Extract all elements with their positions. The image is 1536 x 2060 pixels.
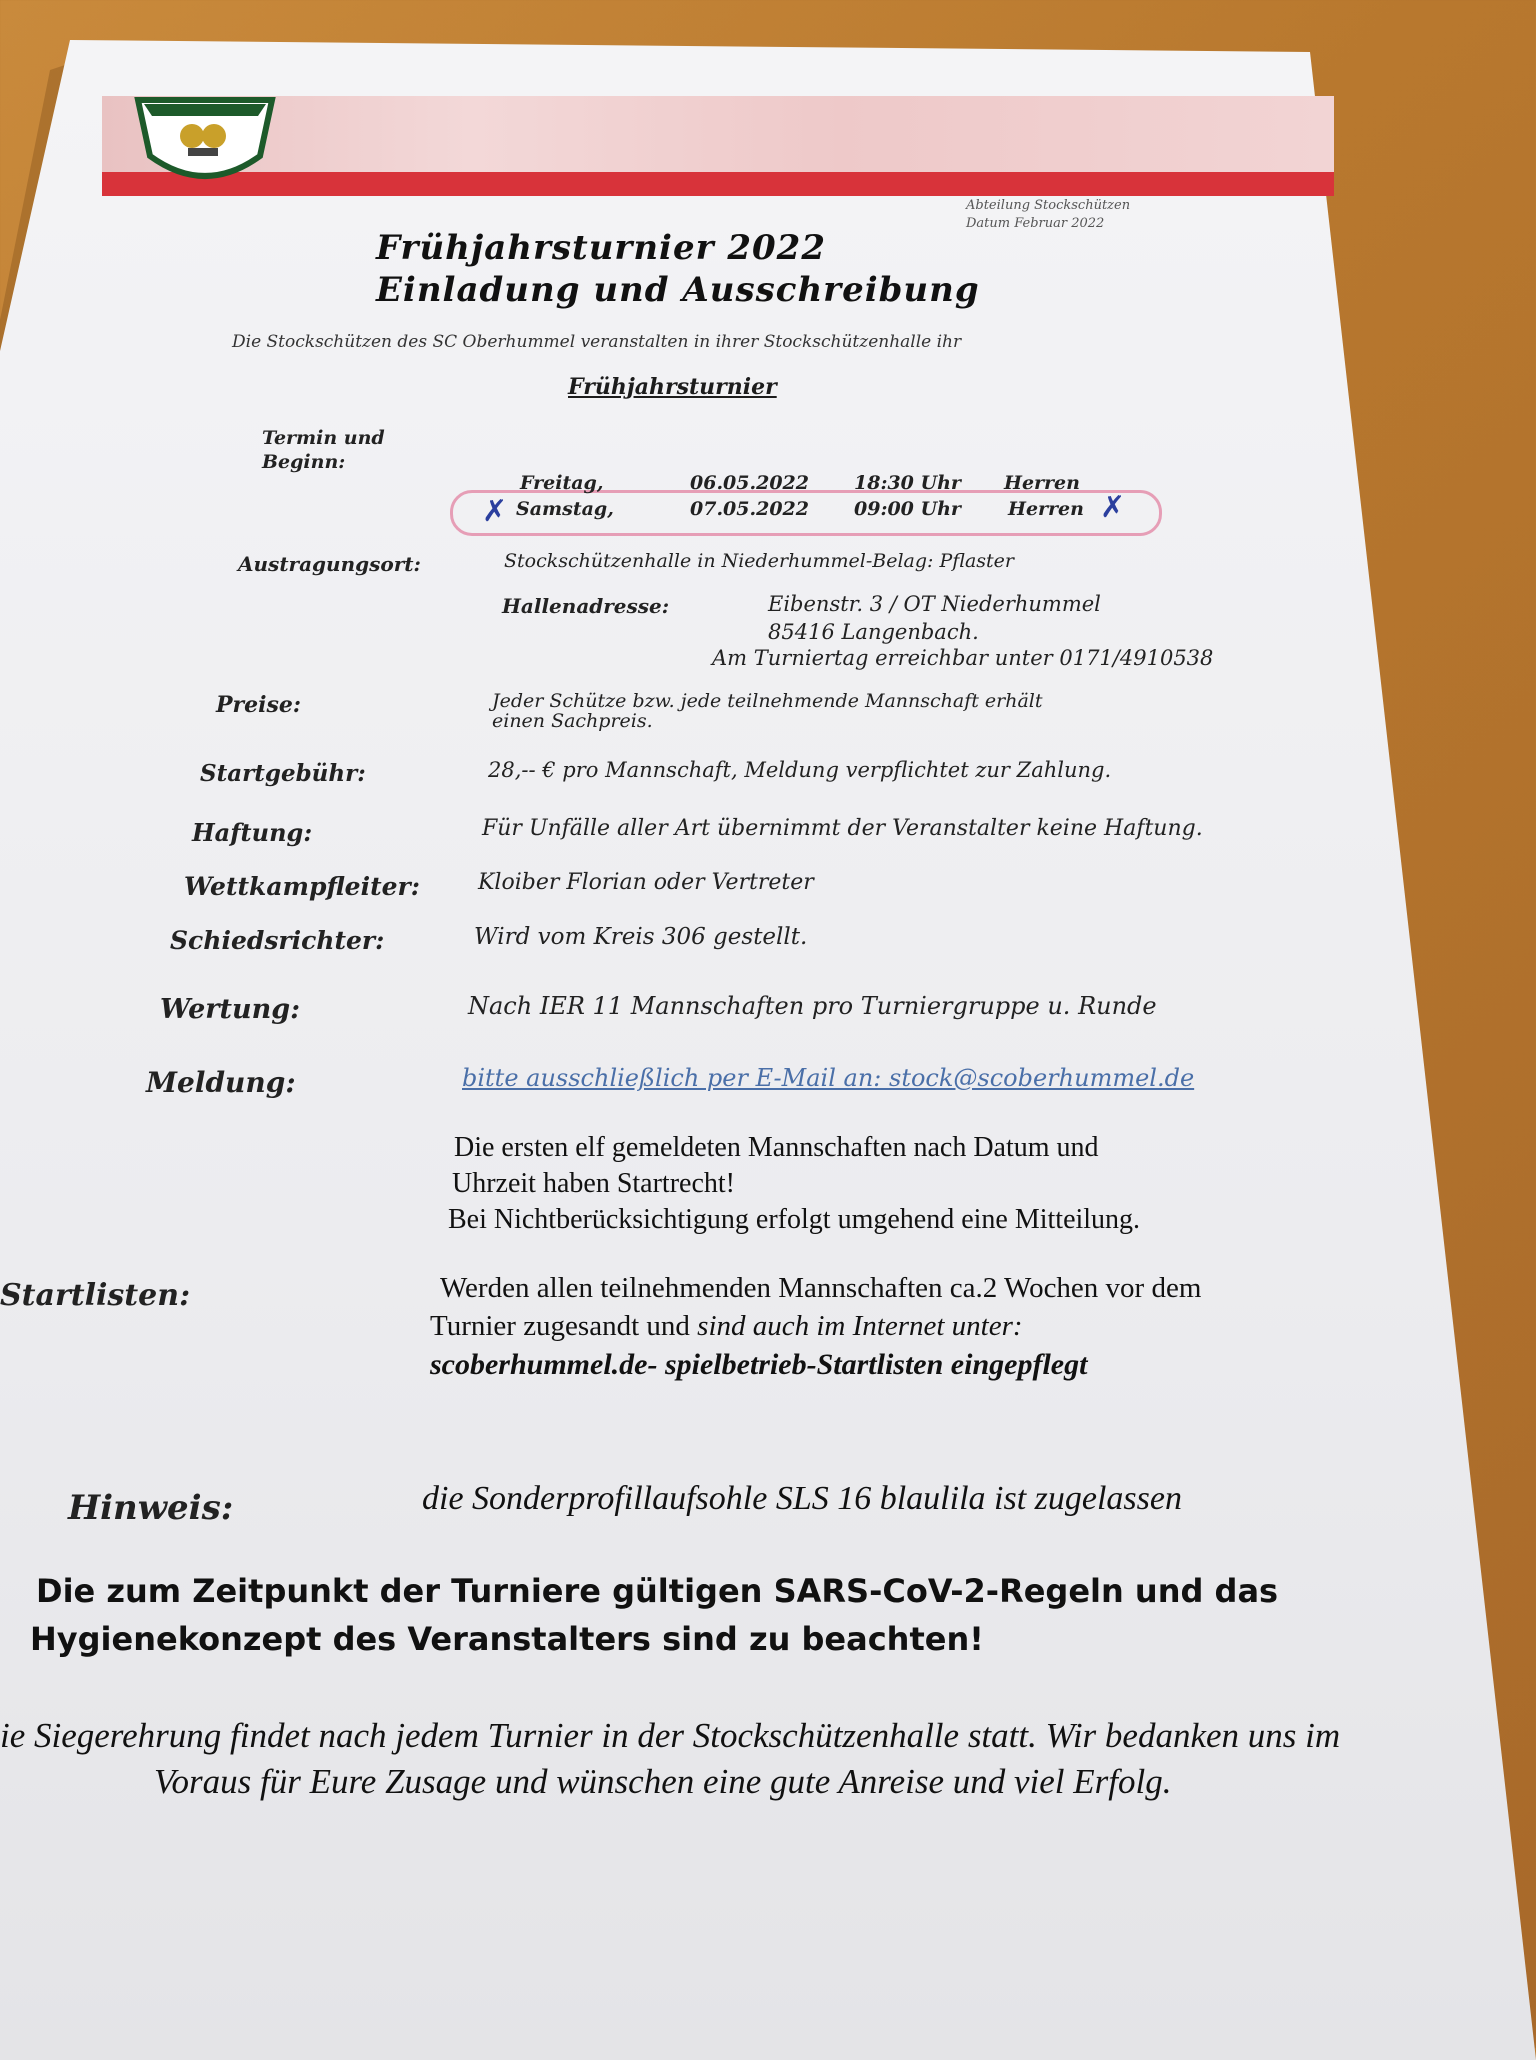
startlists-line-2 (430, 1310, 1023, 1343)
startlists-line-1: Werden allen teilnehmenden Mannschaften ca.2 Wochen vor dem (440, 1272, 1202, 1304)
cross-mark-icon: ✗ (482, 494, 508, 529)
schedule-day-2: Samstag, (516, 498, 614, 520)
phone-line: Am Turniertag erreichbar unter 0171/4910538 (712, 646, 1214, 670)
liability-label: Haftung: (192, 818, 313, 847)
schedule-date-1: 06.05.2022 (690, 472, 809, 494)
hint-value: die Sonderprofillaufsohle SLS 16 blaulila ist zugelassen (422, 1480, 1182, 1517)
scoring-value: Nach IER 11 Mannschaften pro Turniergruppe u. Runde (468, 992, 1157, 1020)
hint-label: Hinweis: (68, 1488, 234, 1528)
startlists-line-3: scoberhummel.de- spielbetrieb-Startlisten eingepflegt (430, 1348, 1088, 1381)
startlists-line-2a: Turnier zugesandt und (430, 1310, 698, 1342)
department-line: Abteilung Stockschützen (966, 198, 1131, 213)
schedule-group-1: Herren (1004, 472, 1080, 494)
prizes-value-2: einen Sachpreis. (492, 710, 653, 732)
registration-note-1: Die ersten elf gemeldeten Mannschaften nach Datum und (454, 1132, 1099, 1163)
check-mark-icon: ✗ (1100, 490, 1126, 525)
prizes-value: Jeder Schütze bzw. jede teilnehmende Mannschaft erhält (492, 690, 1043, 712)
address-line-2: 85416 Langenbach. (768, 620, 979, 644)
covid-notice-line-1: Die zum Zeitpunkt der Turniere gültigen SARS-CoV-2-Regeln und das (36, 1572, 1279, 1610)
venue-label: Austragungsort: (238, 552, 421, 576)
schedule-day-1: Freitag, (520, 472, 604, 494)
event-name: Frühjahrsturnier (568, 374, 777, 400)
page-title: Frühjahrsturnier 2022 (376, 228, 826, 268)
address-label: Hallenadresse: (502, 594, 670, 618)
page-subtitle: Einladung und Ausschreibung (376, 270, 980, 310)
referee-label: Schiedsrichter: (170, 926, 385, 955)
fee-value: 28,-- € pro Mannschaft, Meldung verpflichtet zur Zahlung. (488, 758, 1112, 782)
director-value: Kloiber Florian oder Vertreter (478, 870, 814, 895)
letterhead-stripe (102, 172, 1334, 196)
fee-label: Startgebühr: (200, 760, 366, 787)
club-crest-icon (130, 96, 280, 192)
closing-line-1: ie Siegerehrung findet nach jedem Turnier in der Stockschützenhalle statt. Wir bedanken uns im (0, 1716, 1341, 1755)
closing-line-2: Voraus für Eure Zusage und wünschen eine gute Anreise und viel Erfolg. (154, 1762, 1172, 1801)
schedule-time-1: 18:30 Uhr (854, 472, 961, 494)
prizes-label: Preise: (216, 692, 301, 718)
schedule-time-2: 09:00 Uhr (854, 498, 961, 520)
date-line: Datum Februar 2022 (966, 216, 1105, 231)
registration-email-link[interactable]: bitte ausschließlich per E-Mail an: stock@scoberhummel.de (462, 1064, 1195, 1092)
referee-value: Wird vom Kreis 306 gestellt. (474, 924, 808, 950)
registration-note-2: Uhrzeit haben Startrecht! (452, 1168, 735, 1199)
venue-value: Stockschützenhalle in Niederhummel-Belag: Pflaster (504, 550, 1014, 572)
liability-value: Für Unfälle aller Art übernimmt der Veranstalter keine Haftung. (482, 816, 1203, 841)
director-label: Wettkampfleiter: (184, 872, 420, 901)
schedule-label: Termin und Beginn: (262, 427, 385, 473)
scoring-label: Wertung: (160, 994, 301, 1025)
covid-notice-line-2: Hygienekonzept des Veranstalters sind zu beachten! (30, 1620, 984, 1658)
intro-text: Die Stockschützen des SC Oberhummel veranstalten in ihrer Stockschützenhalle ihr (232, 332, 962, 352)
address-line-1: Eibenstr. 3 / OT Niederhummel (768, 592, 1101, 616)
schedule-date-2: 07.05.2022 (690, 498, 809, 520)
startlists-label: Startlisten: (0, 1278, 191, 1313)
registration-note-3: Bei Nichtberücksichtigung erfolgt umgehend eine Mitteilung. (448, 1204, 1141, 1235)
startlists-line-2b: sind auch im Internet unter: (697, 1310, 1023, 1342)
registration-label: Meldung: (146, 1066, 296, 1099)
schedule-group-2: Herren (1008, 498, 1084, 520)
